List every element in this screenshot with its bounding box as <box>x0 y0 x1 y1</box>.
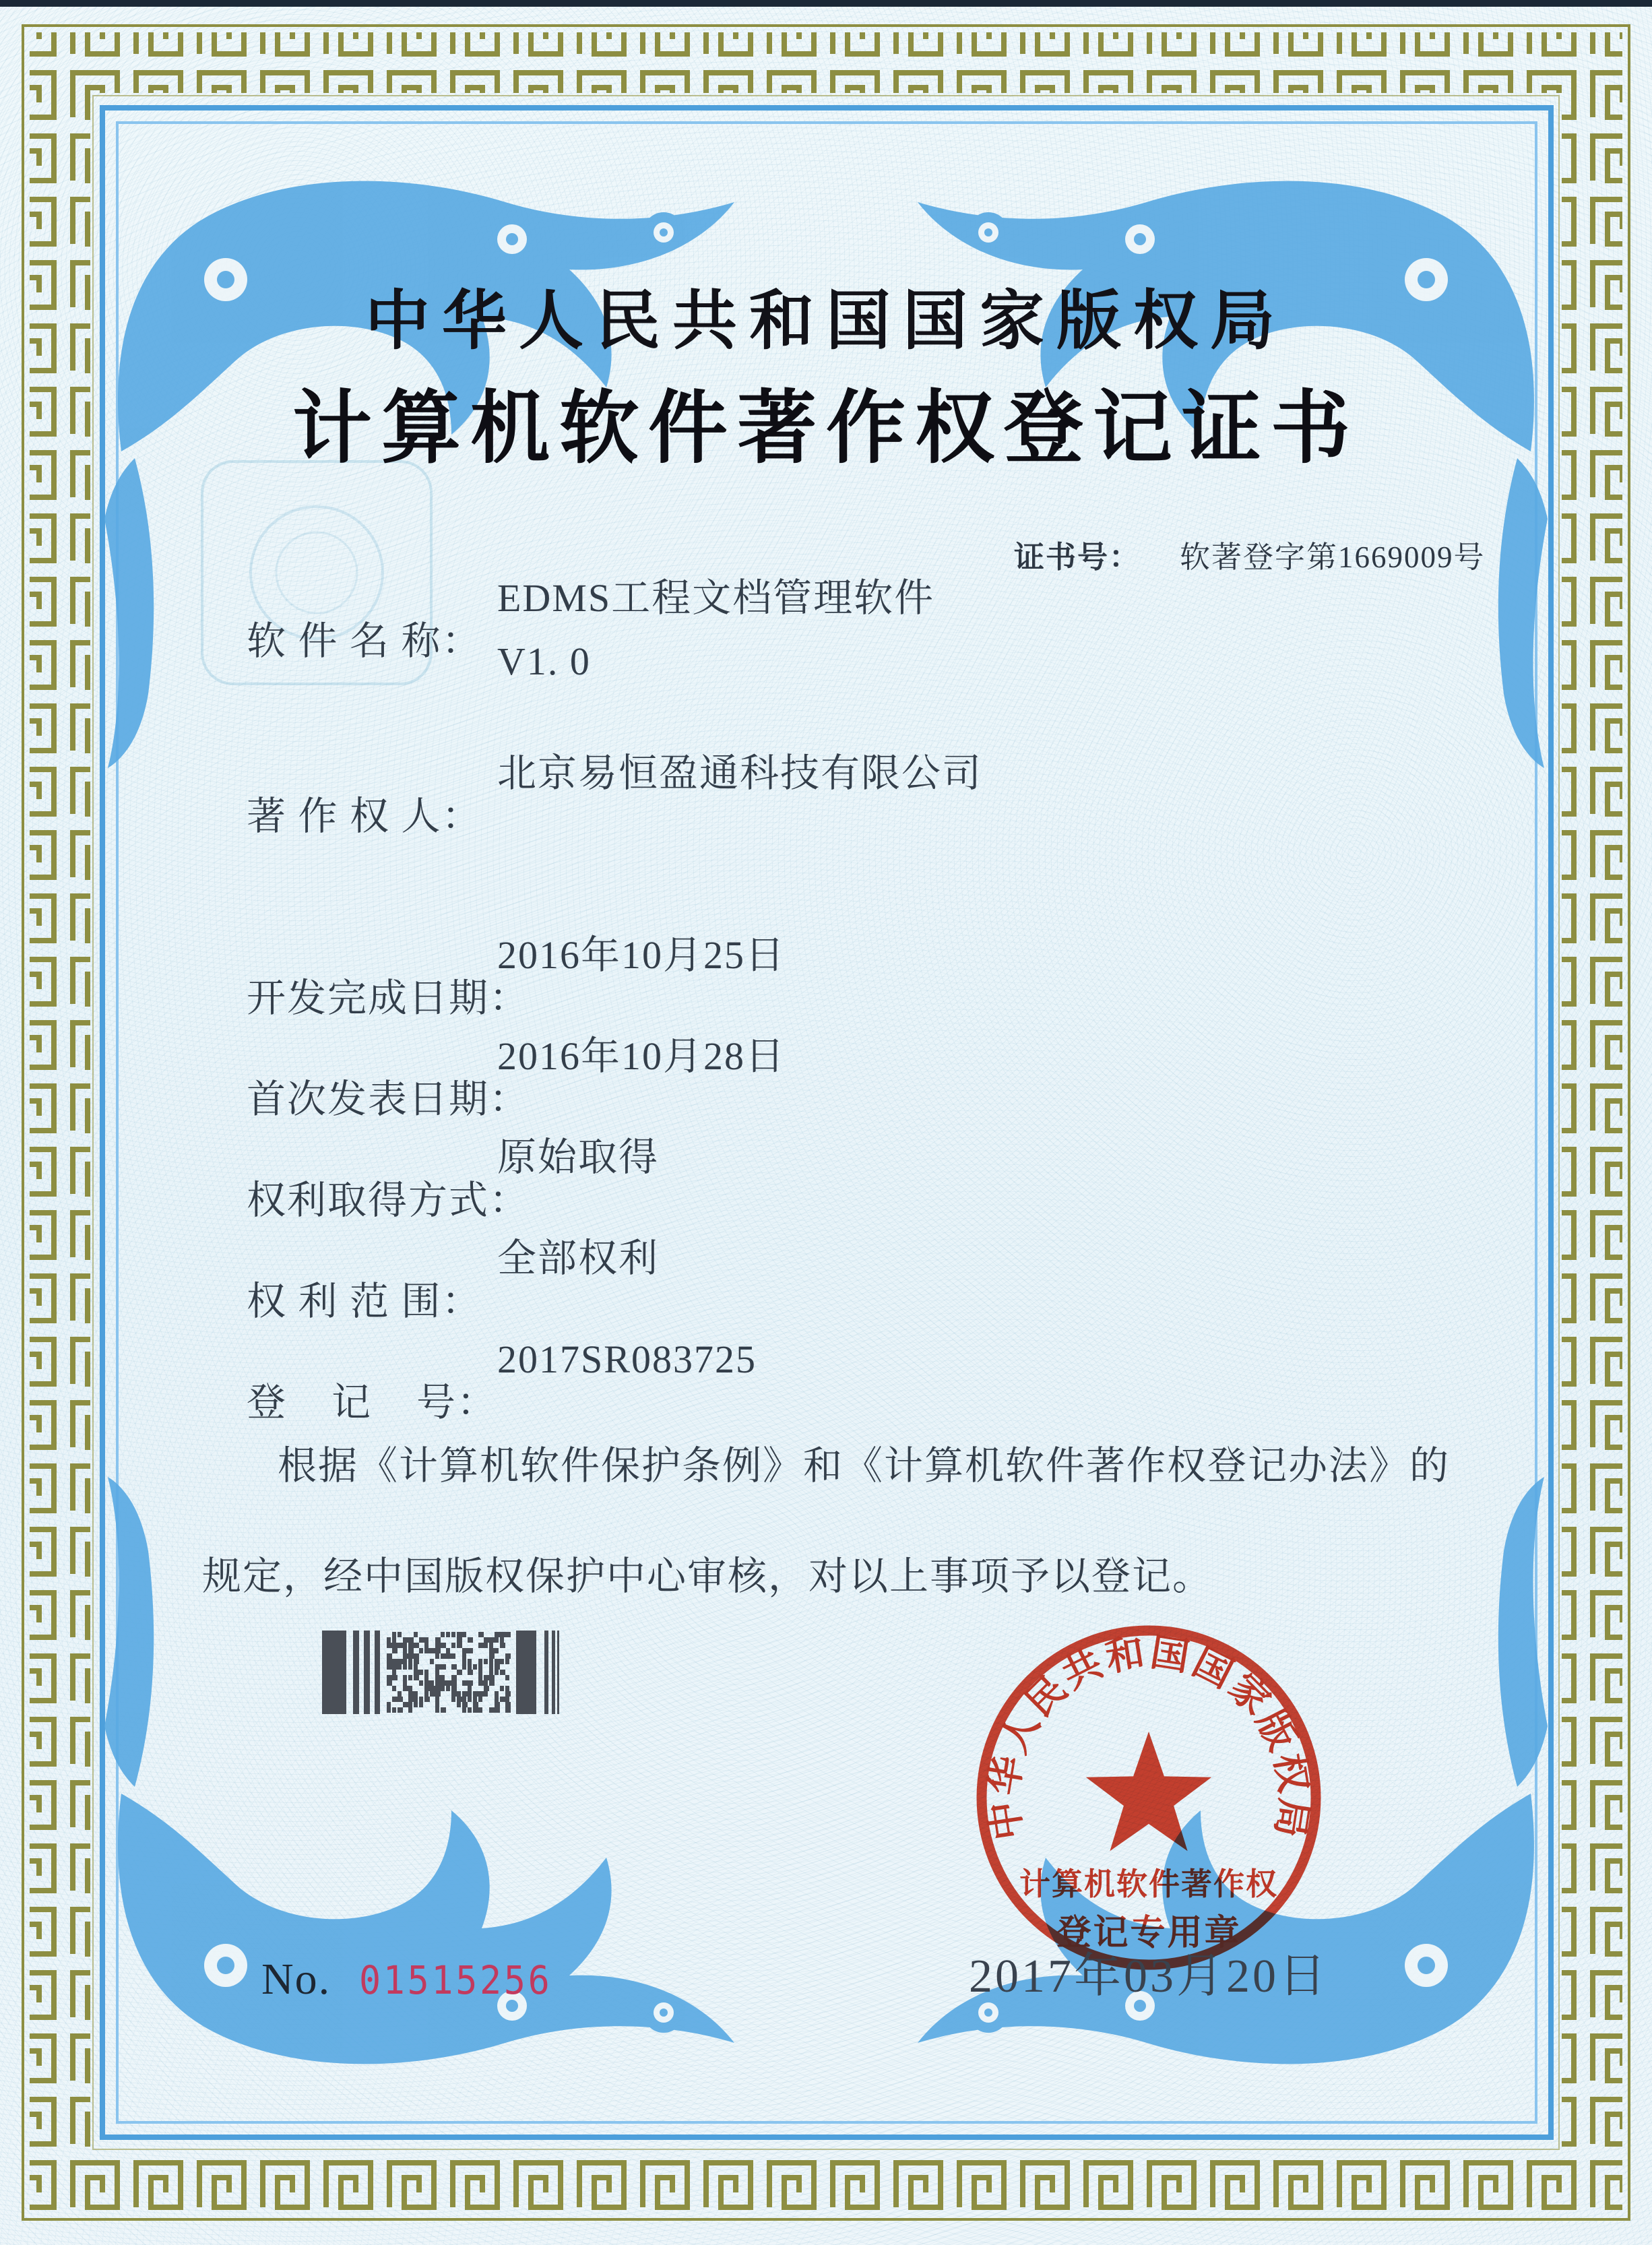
serial-number-line <box>261 1954 569 2005</box>
certificate-number-value: 软著登字第1669009号 <box>1180 540 1486 574</box>
serial-no-value: 01515256 <box>359 1957 552 2003</box>
dev-complete-date-label: 开发完成日期： <box>247 976 530 1020</box>
right-scope-label: 权 利 范 围： <box>247 1279 482 1323</box>
copyright-holder-value: 北京易恒盈通科技有限公司 <box>497 751 983 795</box>
right-acquisition-value: 原始取得 <box>497 1135 660 1179</box>
certificate-number-label: 证书号： <box>1014 540 1141 574</box>
barcode <box>322 1631 559 1714</box>
certificate-number-line <box>978 497 1486 611</box>
seal-ring-text: 中华人民共和国国家版权局 <box>982 1631 1315 1843</box>
dev-complete-date-value: 2016年10月25日 <box>497 933 786 977</box>
first-publish-date-value: 2016年10月28日 <box>497 1034 786 1078</box>
serial-no-label: No. <box>261 1955 331 2004</box>
issuing-authority-title: 中华人民共和国国家版权局 <box>365 285 1287 357</box>
software-name-value: EDMS工程文档管理软件 <box>497 576 935 620</box>
certificate-title: 计算机软件著作权登记证书 <box>292 385 1360 473</box>
first-publish-date-label: 首次发表日期： <box>247 1077 530 1121</box>
right-acquisition-label: 权利取得方式： <box>247 1178 530 1222</box>
seal-text-line1: 计算机软件著作权 <box>1019 1867 1278 1901</box>
seal-text-line2: 登记专用章 <box>1056 1914 1242 1953</box>
seal-date: 2017年03月20日 <box>969 1951 1329 2002</box>
copyright-holder-label: 著 作 权 人： <box>247 794 482 838</box>
software-version: V1. 0 <box>497 639 591 683</box>
registration-statement-line2: 规定，经中国版权保护中心审核，对以上事项予以登记。 <box>202 1554 1213 1598</box>
software-name-label: 软 件 名 称： <box>247 619 482 663</box>
registration-no-label: 登 记 号： <box>247 1380 498 1424</box>
field-copyright-holder <box>202 751 983 924</box>
registration-no-value: 2017SR083725 <box>497 1337 757 1381</box>
scan-edge-artifact <box>0 0 1652 7</box>
registration-statement-line1: 根据《计算机软件保护条例》和《计算机软件著作权登记办法》的 <box>278 1444 1451 1488</box>
right-scope-value: 全部权利 <box>497 1236 660 1280</box>
star-icon <box>1086 1732 1211 1851</box>
